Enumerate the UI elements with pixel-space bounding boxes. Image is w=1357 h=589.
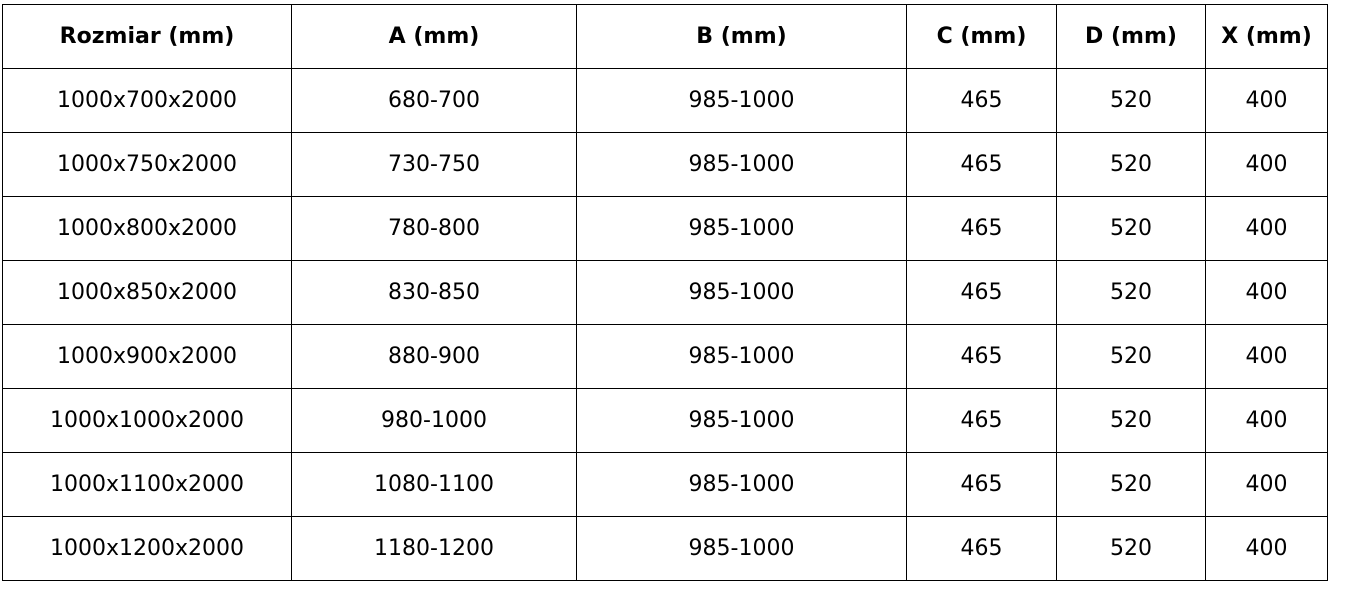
cell-rozmiar: 1000x700x2000 xyxy=(3,69,292,133)
specification-table xyxy=(2,4,1328,581)
table-row xyxy=(3,261,1328,325)
cell-b: 985-1000 xyxy=(577,197,907,261)
cell-d: 520 xyxy=(1057,453,1206,517)
cell-c: 465 xyxy=(907,197,1057,261)
table-header-row xyxy=(3,5,1328,69)
cell-x: 400 xyxy=(1206,261,1328,325)
cell-c: 465 xyxy=(907,325,1057,389)
cell-x: 400 xyxy=(1206,133,1328,197)
cell-d: 520 xyxy=(1057,325,1206,389)
table-row xyxy=(3,517,1328,581)
cell-rozmiar: 1000x1000x2000 xyxy=(3,389,292,453)
cell-a: 830-850 xyxy=(292,261,577,325)
table-row xyxy=(3,133,1328,197)
cell-b: 985-1000 xyxy=(577,69,907,133)
cell-c: 465 xyxy=(907,517,1057,581)
table-row xyxy=(3,389,1328,453)
cell-c: 465 xyxy=(907,453,1057,517)
column-header-d: D (mm) xyxy=(1057,5,1206,69)
cell-c: 465 xyxy=(907,69,1057,133)
cell-a: 1180-1200 xyxy=(292,517,577,581)
cell-rozmiar: 1000x900x2000 xyxy=(3,325,292,389)
cell-a: 980-1000 xyxy=(292,389,577,453)
cell-c: 465 xyxy=(907,389,1057,453)
column-header-x: X (mm) xyxy=(1206,5,1328,69)
cell-d: 520 xyxy=(1057,197,1206,261)
cell-a: 730-750 xyxy=(292,133,577,197)
cell-d: 520 xyxy=(1057,261,1206,325)
cell-rozmiar: 1000x1200x2000 xyxy=(3,517,292,581)
table-row xyxy=(3,453,1328,517)
cell-c: 465 xyxy=(907,261,1057,325)
cell-d: 520 xyxy=(1057,389,1206,453)
cell-b: 985-1000 xyxy=(577,133,907,197)
column-header-rozmiar: Rozmiar (mm) xyxy=(3,5,292,69)
cell-d: 520 xyxy=(1057,133,1206,197)
table-body xyxy=(3,69,1328,581)
cell-a: 680-700 xyxy=(292,69,577,133)
cell-b: 985-1000 xyxy=(577,261,907,325)
column-header-c: C (mm) xyxy=(907,5,1057,69)
cell-b: 985-1000 xyxy=(577,389,907,453)
table-row xyxy=(3,69,1328,133)
cell-a: 780-800 xyxy=(292,197,577,261)
cell-x: 400 xyxy=(1206,69,1328,133)
cell-rozmiar: 1000x850x2000 xyxy=(3,261,292,325)
cell-b: 985-1000 xyxy=(577,325,907,389)
cell-d: 520 xyxy=(1057,517,1206,581)
cell-x: 400 xyxy=(1206,453,1328,517)
column-header-a: A (mm) xyxy=(292,5,577,69)
column-header-b: B (mm) xyxy=(577,5,907,69)
cell-x: 400 xyxy=(1206,389,1328,453)
cell-x: 400 xyxy=(1206,325,1328,389)
cell-x: 400 xyxy=(1206,517,1328,581)
cell-b: 985-1000 xyxy=(577,517,907,581)
cell-a: 1080-1100 xyxy=(292,453,577,517)
cell-rozmiar: 1000x1100x2000 xyxy=(3,453,292,517)
cell-rozmiar: 1000x800x2000 xyxy=(3,197,292,261)
cell-a: 880-900 xyxy=(292,325,577,389)
table-row xyxy=(3,197,1328,261)
table-row xyxy=(3,325,1328,389)
table-header xyxy=(3,5,1328,69)
cell-b: 985-1000 xyxy=(577,453,907,517)
cell-rozmiar: 1000x750x2000 xyxy=(3,133,292,197)
cell-d: 520 xyxy=(1057,69,1206,133)
cell-x: 400 xyxy=(1206,197,1328,261)
cell-c: 465 xyxy=(907,133,1057,197)
